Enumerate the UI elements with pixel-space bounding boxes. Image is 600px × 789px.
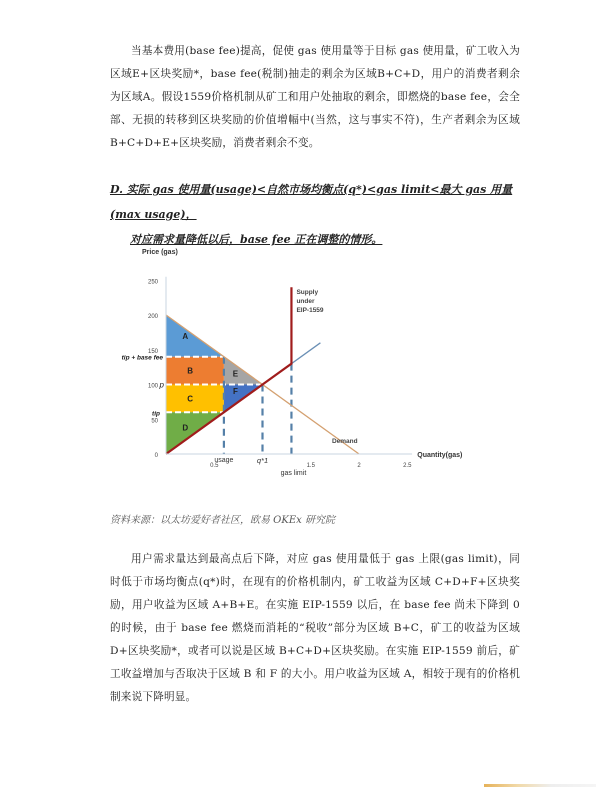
source-caption: 资料来源：以太坊爱好者社区，欧易 OKEx 研究院 <box>110 515 335 526</box>
y-tick-label: 0 <box>154 453 158 459</box>
demand-label: Demand <box>331 437 358 445</box>
x-tick-label: 1.5 <box>306 463 315 469</box>
region-c <box>166 385 224 413</box>
tip-base-fee-label: tip + base fee <box>121 354 163 362</box>
y-tick-label: 100 <box>147 383 158 390</box>
p-label: p <box>159 380 164 390</box>
region-label-b: B <box>187 366 194 376</box>
region-label-f: F <box>233 386 238 396</box>
heading-line-2: 对应需求量降低以后，base fee 正在调整的情形。 <box>130 233 383 246</box>
supply-eip1559-label: under <box>296 298 315 306</box>
paragraph-equilibrium: 当基本费用(base fee)提高，促使 gas 使用量等于目标 gas 使用量，矿工收入为区域E+区块奖励*，base fee(税制)抽走的剩余为区域B+C+D，用户的消费者剩余为区域A。假设1559价格机制从矿工和用户处抽取的剩余，即燃烧的base fee，会全部、无损的转移到区块奖励的价值增幅中(当然，这与事实不符)，生产者剩余为区域 B+C+D+E+区块奖励，消费者剩余不变。 <box>110 45 520 149</box>
x-tick-label: 0.5 <box>210 463 219 469</box>
gas-limit-label: gas limit <box>280 470 307 477</box>
region-label-e: E <box>232 369 239 379</box>
y-tick-label: 250 <box>147 279 158 286</box>
usage-label: usage <box>214 457 234 464</box>
supply-eip1559-label: Supply <box>296 289 319 297</box>
y-tick-label: 200 <box>147 314 158 320</box>
paragraph-analysis: 用户需求量达到最高点后下降，对应 gas 使用量低于 gas 上限(gas limit)，同时低于市场均衡点(q*)时，在现有的价格机制内，矿工收益为区域 C+D+F+区块奖励，用户收益为区域 A+B+E。在实施 EIP-1559 以后，在 base fee 尚未下降到 0 的时候，由于 base fee 燃烧而消耗的“税收”部分为区域 B+C，矿工的收益为区域 D+区块奖励*，或者可以说是区域 B+C+D+区块奖励。在实施 EIP-1559 前后，矿工收益增加与否取决于区域 B 和 F 的大小。用户收益为区域 A，相较于现有的价格机制来说下降明显。 <box>110 553 520 703</box>
region-label-d: D <box>182 423 189 433</box>
x-axis-title: Quantity(gas) <box>417 452 463 459</box>
heading-line-1: D. 实际 gas 使用量(usage)<自然市场均衡点(q*)<gas limit<最大 gas 用量(max usage)， <box>110 183 513 221</box>
supply-eip1559-label: EIP-1559 <box>296 307 324 315</box>
supply-demand-chart <box>110 240 463 480</box>
watermark-bar <box>484 784 596 787</box>
region-b <box>166 357 224 385</box>
y-axis-title: Price (gas) <box>142 249 178 256</box>
region-label-a: A <box>182 331 189 341</box>
x-tick-label: 2 <box>357 463 361 469</box>
tip-label: tip <box>152 410 160 418</box>
x-tick-label: 2.5 <box>403 463 412 469</box>
y-tick-label: 50 <box>151 418 158 425</box>
q-star-label: q*1 <box>256 456 269 465</box>
region-label-c: C <box>187 394 194 404</box>
y-tick-label: 150 <box>147 348 158 355</box>
